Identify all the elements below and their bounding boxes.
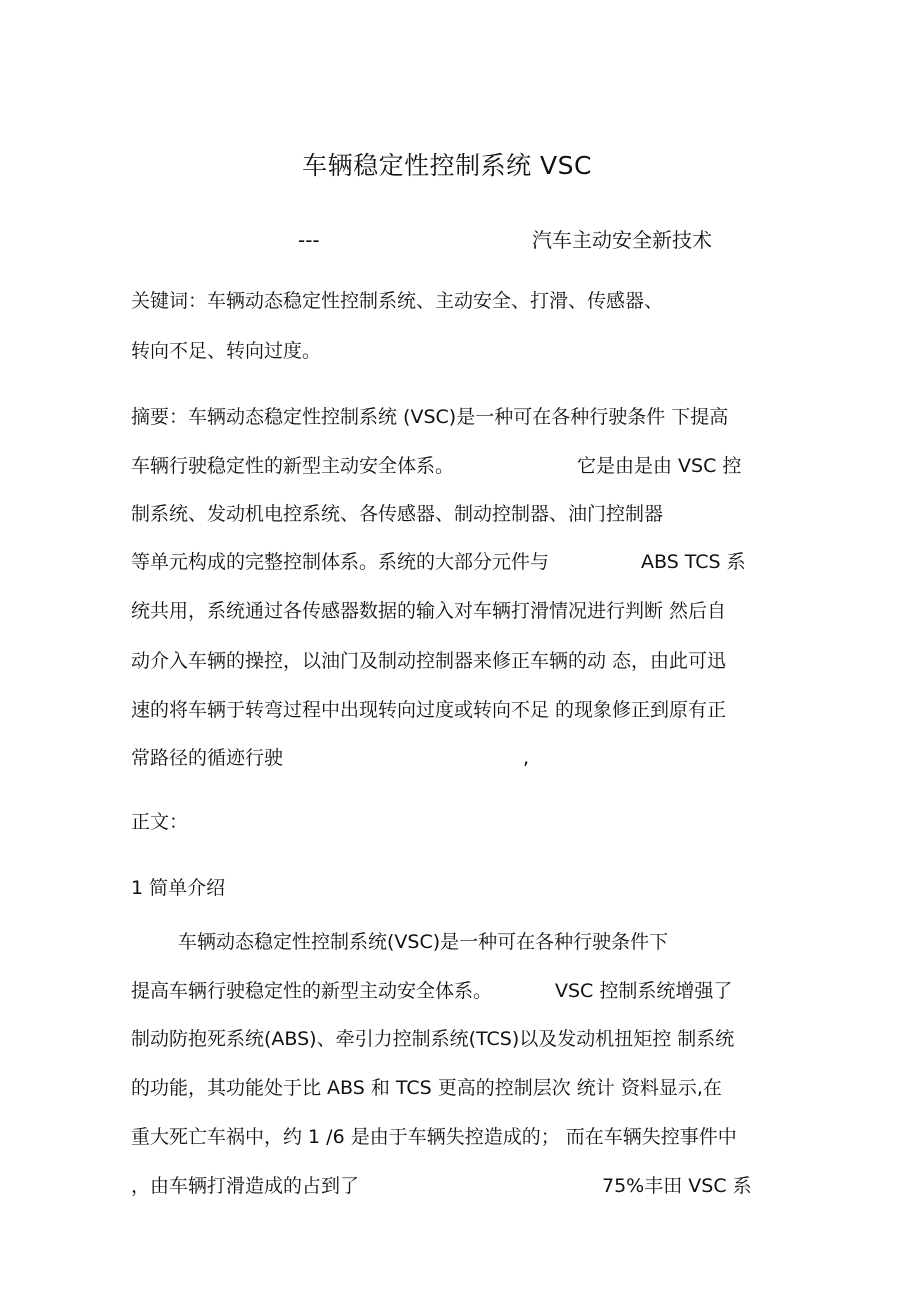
section-heading: 1 简单介绍 [131,877,226,899]
abstract-line-4a: 等单元构成的完整控制体系。系统的大部分元件与 [131,551,550,573]
abstract-line-2b: 它是由是由 VSC 控 [577,455,742,477]
intro-line-1: 车辆动态稳定性控制系统(VSC)是一种可在各种行驶条件下 [178,931,669,953]
abstract-line-1: 摘要：车辆动态稳定性控制系统 (VSC)是一种可在各种行驶条件 下提高 [131,406,729,428]
abstract-line-7: 速的将车辆于转弯过程中出现转向过度或转向不足 的现象修正到原有正 [131,699,727,721]
document-title: 车辆稳定性控制系统 VSC [302,151,592,180]
keywords-line-2: 转向不足、转向过度。 [131,340,322,362]
subtitle-dash: --- [298,228,320,252]
body-label: 正文： [131,811,189,833]
intro-line-2a: 提高车辆行驶稳定性的新型主动安全体系。 [131,980,493,1002]
abstract-line-8a: 常路径的循迹行驶 [131,747,284,769]
intro-line-3: 制动防抱死系统(ABS)、牵引力控制系统(TCS)以及发动机扭矩控 制系统 [131,1028,735,1050]
intro-line-6b: 75%丰田 VSC 系 [602,1175,752,1197]
keywords-line-1: 关键词：车辆动态稳定性控制系统、主动安全、打滑、传感器、 [131,290,664,312]
intro-line-2b: VSC 控制系统增强了 [555,980,733,1002]
abstract-line-3: 制系统、发动机电控系统、各传感器、制动控制器、油门控制器 [131,503,664,525]
abstract-line-6: 动介入车辆的操控，以油门及制动控制器来修正车辆的动 态，由此可迅 [131,650,727,672]
subtitle: 汽车主动安全新技术 [532,228,712,252]
intro-line-6a: ，由车辆打滑造成的占到了 [131,1175,360,1197]
abstract-line-8b: , [523,747,530,769]
intro-line-5: 重大死亡车祸中，约 1 /6 是由于车辆失控造成的； 而在车辆失控事件中 [131,1126,737,1148]
abstract-line-2a: 车辆行驶稳定性的新型主动安全体系。 [131,455,455,477]
intro-line-4: 的功能，其功能处于比 ABS 和 TCS 更高的控制层次 统计 资料显示,在 [131,1077,722,1099]
abstract-line-5: 统共用，系统通过各传感器数据的输入对车辆打滑情况进行判断 然后自 [131,600,727,622]
abstract-line-4b: ABS TCS 系 [641,551,746,573]
